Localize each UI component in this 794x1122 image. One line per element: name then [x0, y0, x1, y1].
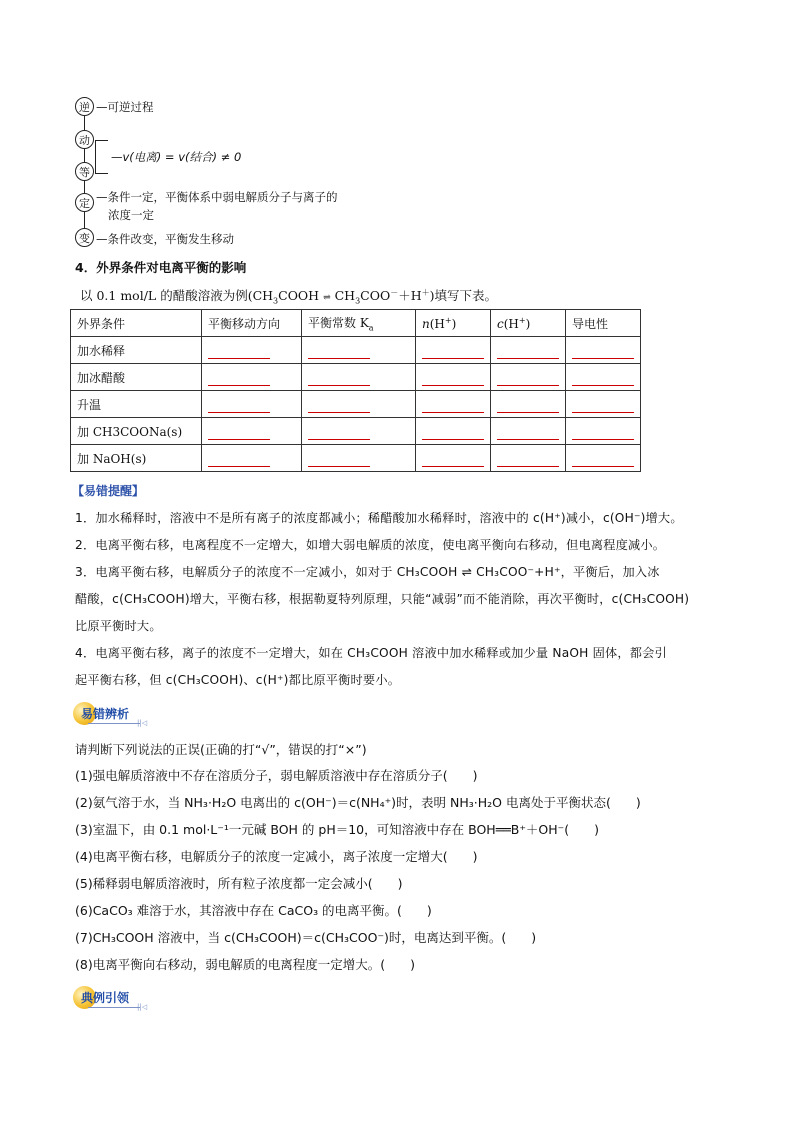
answer-blank[interactable]	[566, 418, 641, 445]
answer-blank[interactable]	[491, 418, 566, 445]
judge-instruction: 请判断下列说法的正误(正确的打“√”，错误的打“×”)	[75, 742, 367, 757]
tip-4a: 4．电离平衡右移，离子的浓度不一定增大，如在 CH₃COOH 溶液中加水稀释或加少量 NaOH 固体，都会引	[75, 646, 667, 660]
answer-blank[interactable]	[302, 418, 416, 445]
answer-blank[interactable]	[491, 391, 566, 418]
char-dynamic: 动	[75, 130, 94, 149]
answer-blank[interactable]	[566, 445, 641, 472]
answer-blank[interactable]	[202, 337, 302, 364]
answer-blank[interactable]	[491, 364, 566, 391]
th-conductivity: 导电性	[566, 310, 641, 337]
section-badge-examples	[73, 985, 153, 1011]
table-row	[71, 445, 641, 472]
answer-blank[interactable]	[416, 337, 491, 364]
row-label: 加冰醋酸	[71, 364, 202, 391]
tip-1: 1．加水稀释时，溶液中不是所有离子的浓度都减小；稀醋酸加水稀释时，溶液中的 c(H⁺)减小，c(OH⁻)增大。	[75, 511, 683, 525]
answer-blank[interactable]	[202, 391, 302, 418]
tip-3b: 醋酸，c(CH₃COOH)增大，平衡右移，根据勒夏特列原理，只能“减弱”而不能消除，再次平衡时，c(CH₃COOH)	[75, 592, 690, 606]
section-badge-mistakes	[73, 701, 153, 727]
th-constant: 平衡常数 $K_a$	[302, 310, 416, 337]
fixed-text-2: 浓度一定	[108, 208, 154, 222]
change-text: —条件改变，平衡发生移动	[96, 232, 234, 246]
row-label: 升温	[71, 391, 202, 418]
tip-3a: 3．电离平衡右移，电解质分子的浓度不一定减小，如对于 CH₃COOH ⇌ CH₃COO⁻+H⁺，平衡后，加入冰	[75, 565, 660, 579]
table-header-row	[71, 310, 641, 337]
answer-blank[interactable]	[566, 337, 641, 364]
equal-bracket	[95, 140, 108, 174]
answer-blank[interactable]	[416, 364, 491, 391]
judge-item[interactable]: (4)电离平衡右移，电解质分子的浓度一定减小，离子浓度一定增大( )	[75, 849, 478, 864]
table-row	[71, 364, 641, 391]
answer-blank[interactable]	[302, 337, 416, 364]
answer-blank[interactable]	[416, 418, 491, 445]
judge-item[interactable]: (1)强电解质溶液中不存在溶质分子，弱电解质溶液中存在溶质分子( )	[75, 768, 478, 783]
answer-blank[interactable]	[416, 445, 491, 472]
judge-item[interactable]: (3)室温下，由 0.1 mol·L⁻¹一元碱 BOH 的 pH＝10，可知溶液中存在 BOH══B⁺＋OH⁻( )	[75, 822, 600, 837]
char-equal: 等	[75, 162, 94, 181]
answer-blank[interactable]	[566, 364, 641, 391]
judge-item[interactable]: (8)电离平衡向右移动，弱电解质的电离程度一定增大。( )	[75, 957, 415, 972]
badge-arrow-icon: ||◁	[137, 1003, 148, 1011]
judge-item[interactable]: (2)氨气溶于水，当 NH₃·H₂O 电离出的 c(OH⁻)＝c(NH₄⁺)时，表明 NH₃·H₂O 电离处于平衡状态( )	[75, 795, 641, 810]
badge-label: 典例引领	[81, 991, 130, 1005]
char-fixed: 定	[75, 193, 94, 212]
char-change: 变	[75, 228, 94, 247]
table-row	[71, 391, 641, 418]
tip-2: 2．电离平衡右移，电离程度不一定增大，如增大弱电解质的浓度，使电离平衡向右移动，但电离程度减小。	[75, 538, 666, 552]
answer-blank[interactable]	[491, 337, 566, 364]
tip-tag: 【易错提醒】	[72, 484, 145, 498]
th-condition: 外界条件	[71, 310, 202, 337]
tip-4b: 起平衡右移，但 c(CH₃COOH)、c(H⁺)都比原平衡时要小。	[75, 673, 401, 687]
row-label: 加 NaOH(s)	[71, 445, 202, 472]
tip-3c: 比原平衡时大。	[75, 619, 162, 633]
answer-blank[interactable]	[202, 445, 302, 472]
answer-blank[interactable]	[202, 364, 302, 391]
answer-blank[interactable]	[416, 391, 491, 418]
section-heading: 4．外界条件对电离平衡的影响	[75, 260, 247, 275]
row-label: 加 CH3COONa(s)	[71, 418, 202, 445]
reversible-text: —可逆过程	[96, 100, 154, 114]
th-cH: c(H+)	[491, 310, 566, 337]
answer-blank[interactable]	[202, 418, 302, 445]
badge-label: 易错辨析	[81, 707, 130, 721]
badge-rule	[88, 1007, 140, 1008]
judge-item[interactable]: (6)CaCO₃ 难溶于水，其溶液中存在 CaCO₃ 的电离平衡。( )	[75, 903, 432, 918]
answer-blank[interactable]	[302, 445, 416, 472]
judge-item[interactable]: (7)CH₃COOH 溶液中，当 c(CH₃COOH)＝c(CH₃COO⁻)时，电离达到平衡。( )	[75, 930, 537, 945]
fixed-text-1: —条件一定，平衡体系中弱电解质分子与离子的	[96, 190, 338, 204]
answer-blank[interactable]	[566, 391, 641, 418]
row-label: 加水稀释	[71, 337, 202, 364]
answer-blank[interactable]	[302, 391, 416, 418]
intro-text: 以 0.1 mol/L 的醋酸溶液为例($CH_3COOH$ ⇌ $CH_3COO^-+H^+$)填写下表。	[80, 287, 498, 306]
answer-blank[interactable]	[302, 364, 416, 391]
table-row	[71, 337, 641, 364]
table-row	[71, 418, 641, 445]
judge-item[interactable]: (5)稀释弱电解质溶液时，所有粒子浓度都一定会减小( )	[75, 876, 403, 891]
conditions-table	[70, 309, 641, 472]
char-reverse: 逆	[75, 97, 94, 116]
th-direction: 平衡移动方向	[202, 310, 302, 337]
rate-equation: —v(电离) = v(结合) ≠ 0	[111, 150, 242, 164]
badge-arrow-icon: ||◁	[137, 719, 148, 727]
badge-rule	[88, 723, 140, 724]
th-nH: n(H+)	[416, 310, 491, 337]
answer-blank[interactable]	[491, 445, 566, 472]
